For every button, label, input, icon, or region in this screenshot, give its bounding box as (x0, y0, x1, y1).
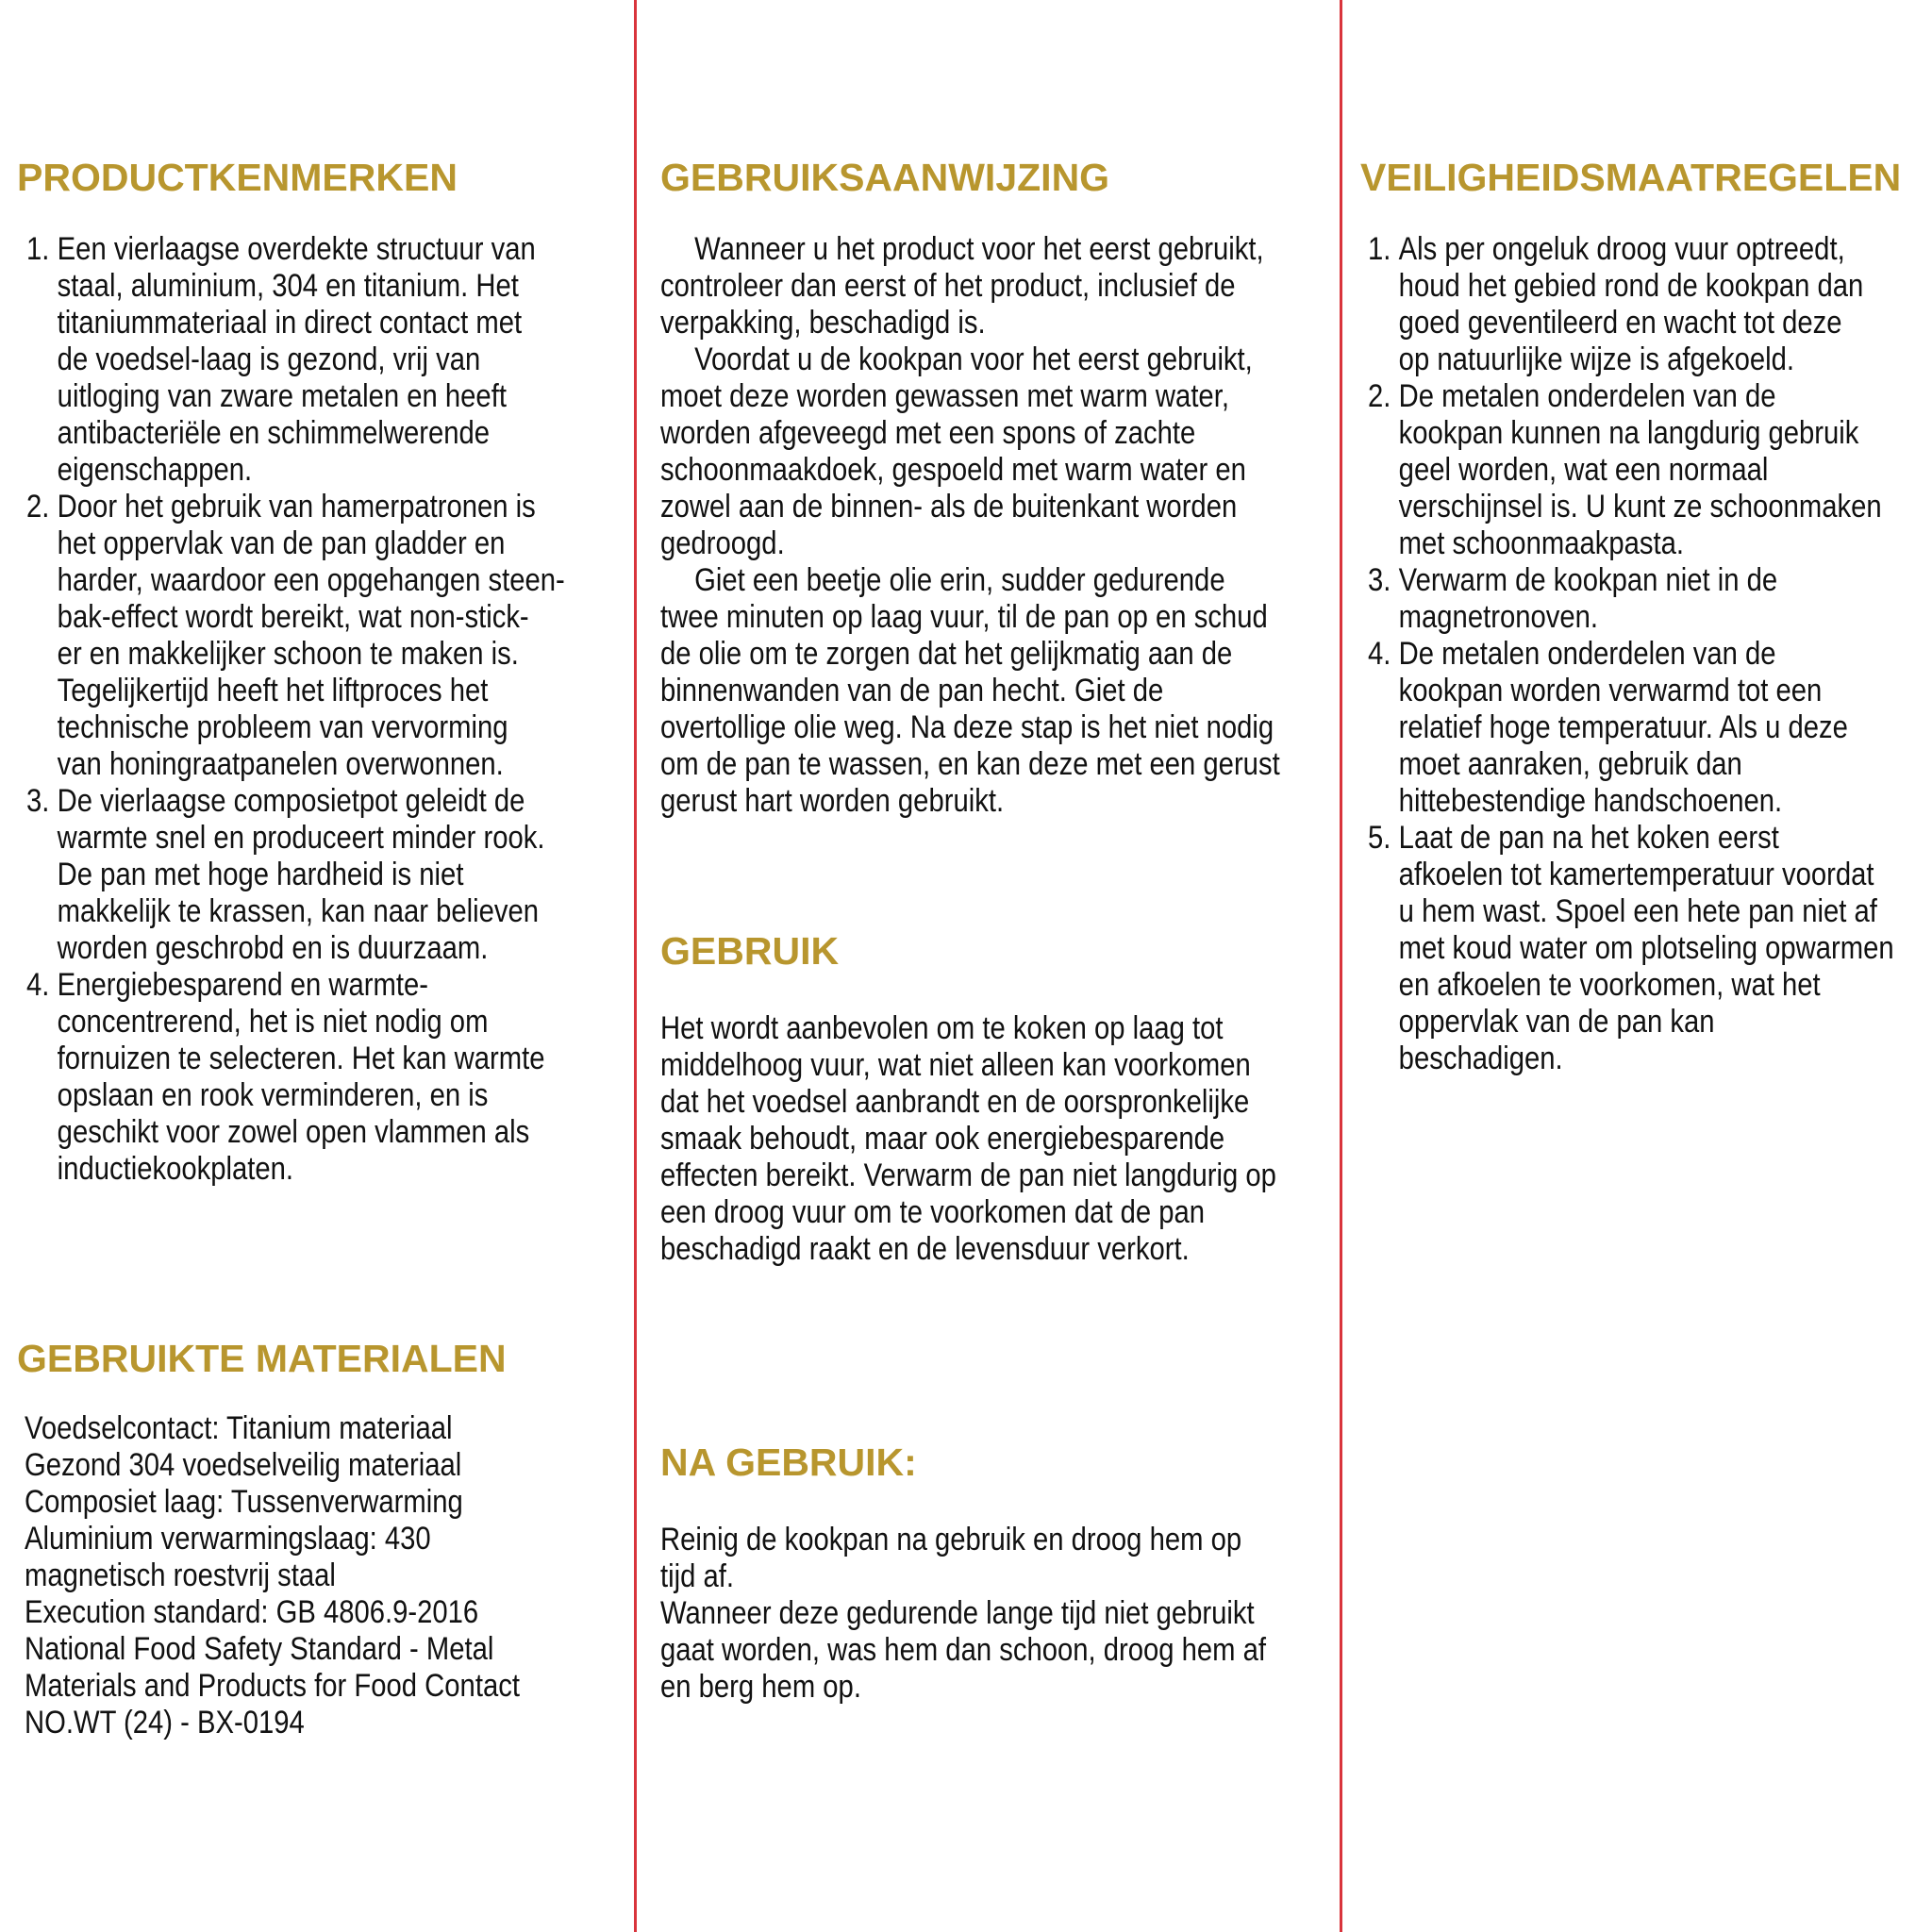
list-item-line: oppervlak van de pan kan (1398, 1004, 1715, 1040)
list-item-line: concentrerend, het is niet nodig om (57, 1004, 489, 1040)
section-title: VEILIGHEIDSMAATREGELEN (1360, 156, 1902, 199)
list-item-line: opslaan en rook verminderen, en is (57, 1077, 489, 1113)
list-item-line: verschijnsel is. U kunt ze schoonmaken (1398, 489, 1882, 525)
features-list (26, 231, 643, 1188)
text-line: Wanneer deze gedurende lange tijd niet gebruikt (660, 1595, 1255, 1631)
paragraph-line: Voordat u de kookpan voor het eerst gebruikt, (694, 341, 1253, 377)
list-item-line: geschikt voor zowel open vlammen als (57, 1114, 530, 1150)
list-item-line: de voedsel-laag is gezond, vrij van (57, 341, 481, 377)
section-title: GEBRUIKTE MATERIALEN (17, 1337, 507, 1380)
list-item-number: 3. (1368, 562, 1391, 598)
list-item (26, 231, 643, 489)
list-item-line: houd het gebied rond de kookpan dan (1398, 268, 1864, 304)
paragraph-line: controleer dan eerst of het product, inclusief de (660, 268, 1236, 304)
text-line: beschadigd raakt en de levensduur verkort. (660, 1231, 1190, 1267)
after-use-body (660, 1522, 1277, 1706)
list-item-line: titaniummateriaal in direct contact met (57, 305, 523, 341)
paragraph-line: overtollige olie weg. Na deze stap is het niet nodig (660, 709, 1274, 745)
text-line: Execution standard: GB 4806.9-2016 (25, 1594, 479, 1630)
text-line: smaak behoudt, maar ook energiebesparende (660, 1121, 1225, 1157)
list-item-line: inductiekookplaten. (57, 1151, 294, 1187)
text-line: Aluminium verwarmingslaag: 430 (25, 1521, 431, 1557)
list-item-line: Een vierlaagse overdekte structuur van (57, 231, 536, 267)
list-item-line: De pan met hoge hardheid is niet (57, 857, 464, 892)
list-item-line: en afkoelen te voorkomen, wat het (1398, 967, 1821, 1003)
list-item-line: Laat de pan na het koken eerst (1398, 820, 1779, 856)
text-line: NO.WT (24) - BX-0194 (25, 1705, 305, 1740)
list-item-line: makkelijk te krassen, kan naar believen (57, 893, 540, 929)
section-body (1368, 231, 1932, 1077)
text-line: tijd af. (660, 1558, 735, 1594)
list-item-number: 3. (26, 783, 50, 819)
text-line: effecten bereikt. Verwarm de pan niet langdurig op (660, 1158, 1276, 1193)
list-item-line: hittebestendige handschoenen. (1398, 783, 1783, 819)
list-item (26, 489, 643, 783)
paragraph-line: de olie om te zorgen dat het gelijkmatig aan de (660, 636, 1233, 672)
safety-list (1368, 231, 1932, 1077)
paragraph-line: schoonmaakdoek, gespoeld met warm water en (660, 452, 1246, 488)
list-item-line: op natuurlijke wijze is afgekoeld. (1398, 341, 1795, 377)
paragraph-line: Giet een beetje olie erin, sudder gedurende (694, 562, 1225, 598)
paragraph-line: binnenwanden van de pan hecht. Giet de (660, 673, 1164, 708)
list-item-number: 4. (26, 967, 50, 1003)
text-line: Gezond 304 voedselveilig materiaal (25, 1447, 462, 1483)
paragraph-line: worden afgeveegd met een spons of zachte (660, 415, 1196, 451)
list-item-line: antibacteriële en schimmelwerende (57, 415, 491, 451)
list-item (1368, 231, 1932, 378)
instructions-body (660, 231, 1280, 820)
paragraph (660, 341, 1277, 562)
list-item-line: beschadigen. (1398, 1041, 1563, 1076)
column-divider-right (1340, 0, 1342, 1932)
list-item-line: bak-effect wordt bereikt, wat non-stick- (57, 599, 529, 635)
list-item-line: moet aanraken, gebruik dan (1398, 746, 1742, 782)
text-line: magnetisch roestvrij staal (25, 1557, 336, 1593)
list-item-number: 1. (1368, 231, 1391, 267)
text-line: Reinig de kookpan na gebruik en droog hem op (660, 1522, 1242, 1557)
list-item-line: met schoonmaakpasta. (1398, 525, 1684, 561)
section-title: GEBRUIK (660, 929, 840, 973)
paragraph-line: gedroogd. (660, 525, 785, 561)
section-productkenmerken (17, 158, 621, 1188)
text-line: Voedselcontact: Titanium materiaal (25, 1410, 453, 1446)
text-line: en berg hem op. (660, 1669, 861, 1705)
list-item-line: uitloging van zware metalen en heeft (57, 378, 507, 414)
list-item-line: De metalen onderdelen van de (1398, 378, 1776, 414)
text-line: National Food Safety Standard - Metal (25, 1631, 494, 1667)
list-item-line: eigenschappen. (57, 452, 253, 488)
section-title: GEBRUIKSAANWIJZING (660, 156, 1110, 199)
list-item-line: technische probleem van vervorming (57, 709, 508, 745)
list-item-line: worden geschrobd en is duurzaam. (57, 930, 489, 966)
list-item-number: 2. (1368, 378, 1391, 414)
list-item-line: De vierlaagse composietpot geleidt de (57, 783, 525, 819)
list-item-line: Door het gebruik van hamerpatronen is (57, 489, 536, 525)
usage-body (660, 1010, 1277, 1268)
list-item-line: geel worden, wat een normaal (1398, 452, 1769, 488)
list-item-number: 5. (1368, 820, 1391, 856)
list-item (1368, 636, 1932, 820)
list-item-line: Tegelijkertijd heeft het liftproces het (57, 673, 489, 708)
paragraph-line: moet deze worden gewassen met warm water, (660, 378, 1229, 414)
list-item-number: 4. (1368, 636, 1391, 672)
list-item (26, 967, 643, 1188)
list-item-line: kookpan kunnen na langdurig gebruik (1398, 415, 1859, 451)
paragraph-line: Wanneer u het product voor het eerst gebruikt, (694, 231, 1264, 267)
list-item-line: er en makkelijker schoon te maken is. (57, 636, 519, 672)
text-line: een droog vuur om te voorkomen dat de pan (660, 1194, 1206, 1230)
paragraph-line: verpakking, beschadigd is. (660, 305, 986, 341)
paragraph-line: gerust hart worden gebruikt. (660, 783, 1005, 819)
section-gebruiksaanwijzing (660, 158, 1321, 820)
section-gebruik (660, 929, 1321, 1268)
list-item (1368, 820, 1932, 1077)
list-item-line: magnetronoven. (1398, 599, 1599, 635)
text-line: gaat worden, was hem dan schoon, droog hem af (660, 1632, 1267, 1668)
materials-body (25, 1410, 641, 1741)
paragraph-line: om de pan te wassen, en kan deze met een gerust (660, 746, 1280, 782)
section-title: PRODUCTKENMERKEN (17, 156, 458, 199)
list-item-line: relatief hoge temperatuur. Als u deze (1398, 709, 1848, 745)
text-line: Composiet laag: Tussenverwarming (25, 1484, 463, 1520)
list-item-line: Energiebesparend en warmte- (57, 967, 429, 1003)
list-item-line: harder, waardoor een opgehangen steen- (57, 562, 565, 598)
list-item-line: het oppervlak van de pan gladder en (57, 525, 506, 561)
text-line: middelhoog vuur, wat niet alleen kan voorkomen (660, 1047, 1251, 1083)
text-line: Het wordt aanbevolen om te koken op laag tot (660, 1010, 1224, 1046)
list-item-line: De metalen onderdelen van de (1398, 636, 1776, 672)
section-body (26, 231, 643, 1188)
list-item (1368, 562, 1932, 636)
text-line: dat het voedsel aanbrandt en de oorspronkelijke (660, 1084, 1250, 1120)
section-na-gebruik (660, 1443, 1321, 1706)
paragraph-line: zowel aan de binnen- als de buitenkant worden (660, 489, 1238, 525)
text-line: Materials and Products for Food Contact (25, 1668, 520, 1704)
list-item-number: 2. (26, 489, 50, 525)
list-item (26, 783, 643, 967)
list-item-number: 1. (26, 231, 50, 267)
list-item-line: goed geventileerd en wacht tot deze (1398, 305, 1842, 341)
list-item-line: warmte snel en produceert minder rook. (57, 820, 545, 856)
section-veiligheidsmaatregelen (1360, 158, 1926, 1077)
list-item-line: u hem wast. Spoel een hete pan niet af (1398, 893, 1877, 929)
list-item-line: staal, aluminium, 304 en titanium. Het (57, 268, 519, 304)
paragraph (660, 231, 1277, 341)
section-gebruikte-materialen (17, 1337, 621, 1741)
list-item-line: Als per ongeluk droog vuur optreedt, (1398, 231, 1845, 267)
list-item-line: van honingraatpanelen overwonnen. (57, 746, 504, 782)
paragraph-line: twee minuten op laag vuur, til de pan op en schud (660, 599, 1268, 635)
list-item-line: Verwarm de kookpan niet in de (1398, 562, 1778, 598)
list-item (1368, 378, 1932, 562)
section-title: NA GEBRUIK: (660, 1441, 917, 1484)
list-item-line: afkoelen tot kamertemperatuur voordat (1398, 857, 1874, 892)
list-item-line: met koud water om plotseling opwarmen (1398, 930, 1894, 966)
list-item-line: kookpan worden verwarmd tot een (1398, 673, 1823, 708)
paragraph (660, 562, 1280, 820)
list-item-line: fornuizen te selecteren. Het kan warmte (57, 1041, 545, 1076)
